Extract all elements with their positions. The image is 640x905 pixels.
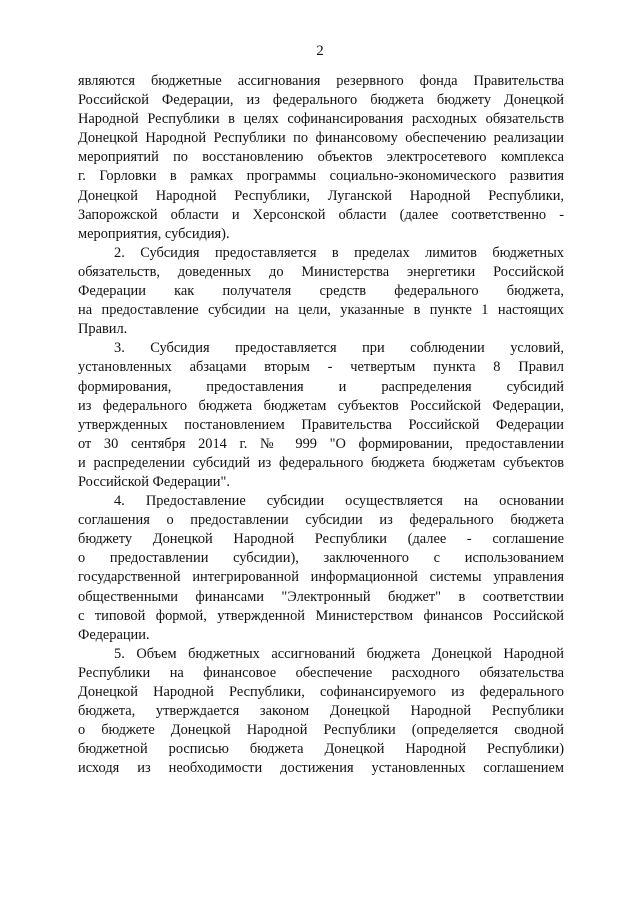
text-line: на предоставление субсидии на цели, указанные в пункте 1 настоящих [78, 302, 564, 319]
text-line: бюджету Донецкой Народной Республики (далее - соглашение [78, 531, 564, 548]
text-line: Республики на финансовое обеспечение расходного обязательства [78, 664, 564, 681]
paragraph [78, 72, 564, 244]
text-line: Донецкой Народной Республики, Луганской Народной Республики, [78, 187, 564, 204]
text-line: Донецкой Народной Республики, софинансируемого из федерального [78, 684, 564, 700]
text-line: мероприятия, субсидия). [78, 225, 230, 242]
paragraph [78, 492, 564, 645]
text-line: общественными финансами "Электронный бюджет" в соответствии [78, 588, 564, 605]
text-line: г. Горловки в рамках программы социально-экономического развития [78, 168, 564, 185]
text-line: 4. Предоставление субсидии осуществляется на основании [114, 493, 564, 510]
text-line: 3. Субсидия предоставляется при соблюдении условий, [114, 340, 564, 357]
text-line: Народной Республики в целях софинансирования расходных обязательств [78, 111, 564, 128]
text-line: от 30 сентября 2014 г. № 999 "О формировании, предоставлении [78, 435, 564, 452]
text-line: обязательств, доведенных до Министерства энергетики Российской [78, 263, 564, 280]
text-line: мероприятий по восстановлению объектов электросетевого комплекса [78, 149, 564, 166]
text-line: Федерации как получателя средств федерального бюджета, [78, 283, 564, 300]
text-line: и распределении субсидий из федерального бюджета бюджетам субъектов [78, 454, 564, 471]
text-line: бюджетной росписью бюджета Донецкой Народной Республики) [78, 741, 564, 758]
text-line: бюджета, утверждается законом Донецкой Народной Республики [78, 703, 564, 720]
text-line: Федерации. [78, 626, 150, 643]
document-body [78, 72, 564, 778]
text-line: утвержденных постановлением Правительства Российской Федерации [78, 416, 564, 433]
text-line: соглашения о предоставлении субсидии из федерального бюджета [78, 512, 564, 529]
text-line: установленных абзацами вторым - четвертым пункта 8 Правил [78, 359, 564, 376]
text-line: 2. Субсидия предоставляется в пределах лимитов бюджетных [114, 244, 564, 261]
text-line: Правил. [78, 321, 128, 338]
text-line: Запорожской области и Херсонской области (далее соответственно - [78, 206, 564, 223]
text-line: о бюджете Донецкой Народной Республики (определяется сводной [78, 722, 564, 739]
text-line: государственной интегрированной информационной системы управления [78, 569, 564, 586]
text-line: из федерального бюджета бюджетам субъектов Российской Федерации, [78, 397, 564, 414]
text-line: исходя из необходимости достижения установленных соглашением [78, 760, 564, 777]
text-line: Российской Федерации". [78, 473, 230, 490]
text-line: Донецкой Народной Республики по финансовому обеспечению реализации [78, 130, 564, 147]
page-number: 2 [316, 43, 324, 59]
paragraph [78, 645, 564, 779]
text-line: о предоставлении субсидии), заключенного с использованием [78, 550, 564, 567]
text-line: формирования, предоставления и распределения субсидий [78, 378, 564, 395]
text-line: с типовой формой, утвержденной Министерством финансов Российской [78, 607, 564, 624]
text-line: Российской Федерации, из федерального бюджета бюджету Донецкой [78, 92, 564, 109]
paragraph [78, 244, 564, 339]
text-line: являются бюджетные ассигнования резервного фонда Правительства [78, 73, 564, 89]
paragraph [78, 339, 564, 492]
text-line: 5. Объем бюджетных ассигнований бюджета Донецкой Народной [114, 645, 564, 662]
